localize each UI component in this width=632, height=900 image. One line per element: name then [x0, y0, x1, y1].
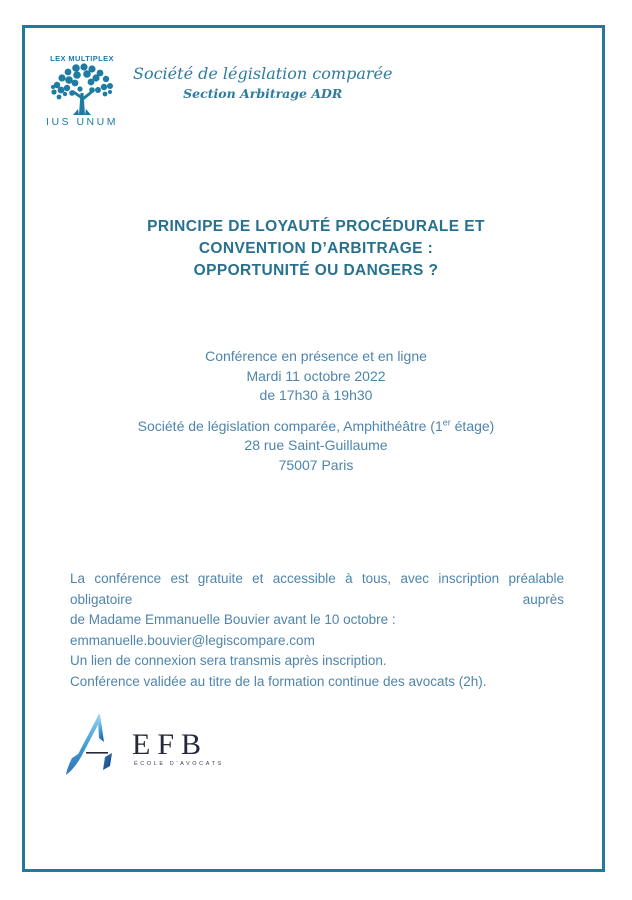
org-name: Société de législation comparée	[133, 64, 393, 83]
venue-superscript: er	[442, 416, 451, 427]
registration-line-4: Conférence validée au titre de la formation continue des avocats (2h).	[70, 673, 487, 689]
conference-mode: Conférence en présence et en ligne	[205, 348, 427, 364]
conference-title	[25, 216, 607, 282]
slc-logo	[45, 54, 119, 128]
registration-line-1: La conférence est gratuite et accessible à tous, avec inscription préalable obligatoire auprès	[70, 571, 564, 607]
org-block	[133, 64, 392, 101]
venue-line	[25, 417, 607, 437]
efb-a-icon	[66, 712, 124, 780]
registration-line-2: de Madame Emmanuelle Bouvier avant le 10 octobre :	[70, 612, 396, 627]
efb-tagline: ÉCOLE D’AVOCATS	[134, 761, 224, 767]
title-line-3: OPPORTUNITÉ OU DANGERS ?	[193, 262, 439, 279]
conference-details	[25, 347, 607, 475]
title-line-2: CONVENTION D’ARBITRAGE :	[198, 240, 434, 257]
slc-logo-motto-top: LEX MULTIPLEX	[50, 54, 114, 63]
title-line-1: PRINCIPE DE LOYAUTÉ PROCÉDURALE ET	[147, 218, 485, 235]
venue-city: 75007 Paris	[278, 456, 354, 473]
conference-time: de 17h30 à 19h30	[259, 387, 373, 403]
venue-address: 28 rue Saint-Guillaume	[244, 437, 388, 453]
conference-date: Mardi 11 octobre 2022	[246, 367, 386, 384]
header	[45, 54, 392, 128]
slc-logo-motto-bottom: IUS UNUM	[46, 116, 118, 128]
venue-suffix: étage)	[450, 417, 495, 434]
registration-line-3: Un lien de connexion sera transmis après inscription.	[70, 653, 387, 668]
org-section: Section Arbitrage ADR	[183, 86, 343, 101]
efb-text-block	[132, 728, 224, 767]
efb-acronym: EFB	[132, 728, 209, 761]
venue-prefix: Société de législation comparée, Amphithéâtre (1	[137, 417, 443, 434]
tree-icon	[47, 63, 117, 115]
registration-info	[70, 569, 564, 692]
contact-email-link[interactable]: emmanuelle.bouvier@legiscompare.com	[70, 632, 315, 648]
efb-logo	[66, 712, 224, 780]
